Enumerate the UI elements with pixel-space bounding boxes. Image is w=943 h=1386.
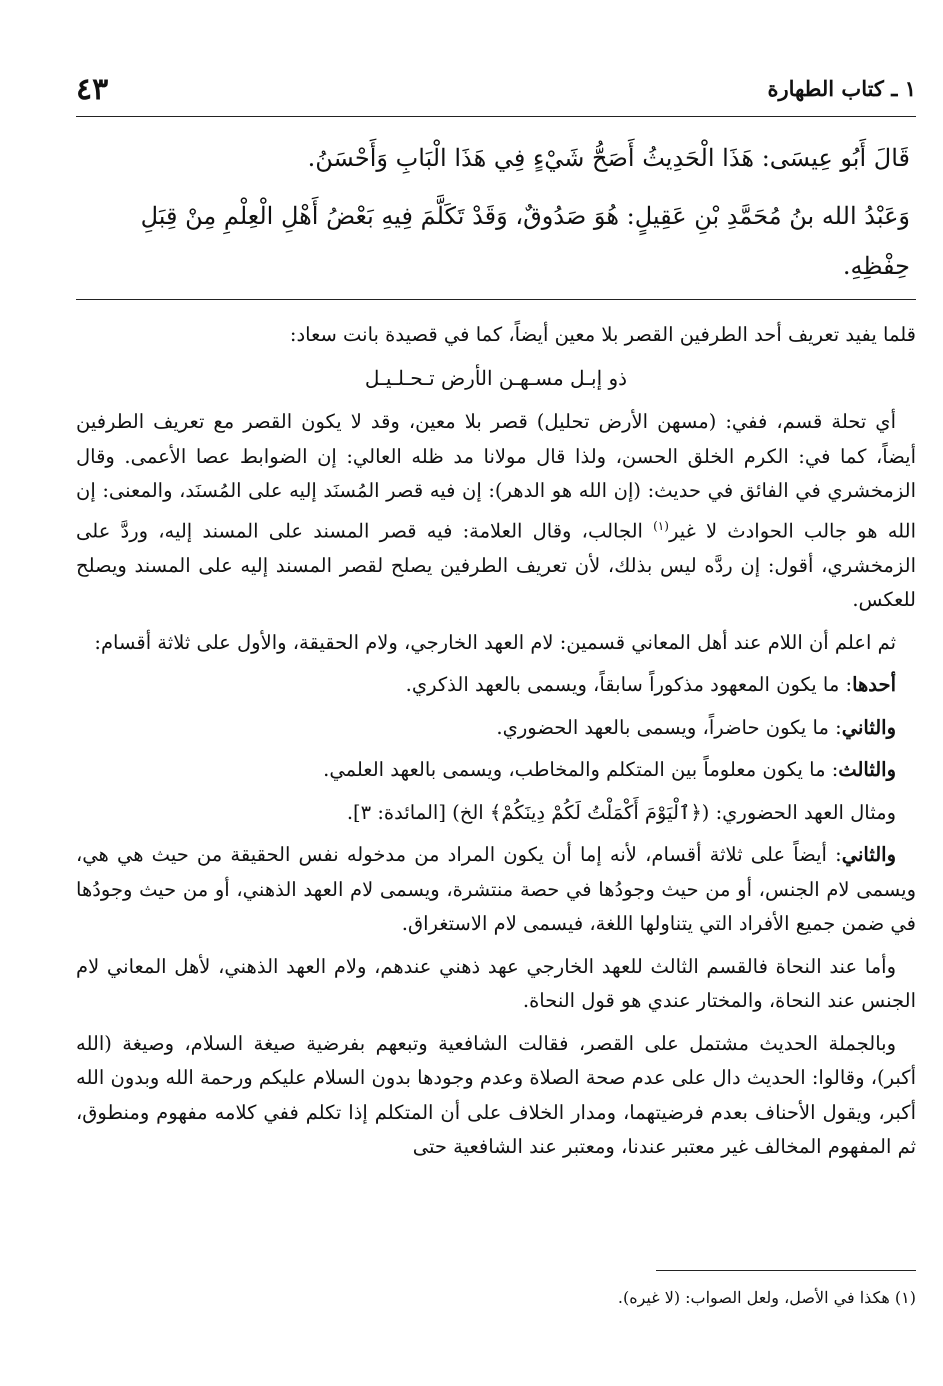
paragraph-text: الجالب، وقال العلامة: فيه قصر المسند على المسند إليه، وردَّ على الزمخشري، أقول: إن ردَّه ليس بذلك، لأن تعريف الطرفين يصلح لقصر المسند إليه على المسند ويصلح للعكس. — [76, 519, 916, 611]
footnote-separator — [656, 1270, 916, 1271]
list-item — [76, 753, 916, 788]
footnote: (١) هكذا في الأصل، ولعل الصواب: (لا غيره). — [617, 1288, 916, 1307]
hadith-line-2: وَعَبْدُ الله بنُ مُحَمَّدِ بْنِ عَقِيلٍ: هُوَ صَدُوقٌ، وَقَدْ تَكَلَّمَ فِيهِ بَعْضُ أَهْلِ الْعِلْمِ مِنْ قِبَلِ حِفْظِهِ. — [140, 202, 910, 280]
paragraph: قلما يفيد تعريف أحد الطرفين القصر بلا معين أيضاً، كما في قصيدة بانت سعاد: — [289, 323, 916, 346]
book-page — [76, 70, 916, 1307]
commentary-separator — [76, 299, 916, 300]
list-item — [76, 711, 916, 746]
paragraph-text: أي تحلة قسم، ففي: (مسهن الأرض تحليل) قصر بلا معين، وقد لا يكون القصر مع تعريف الطرفين أيضاً، كما في: الكرم الخلق الحسن، ولذا قال مولانا مد ظله العالي: إن الضوابط عصا الأعمى. وقال الزمخشري في الفائق في حديث: (إن الله هو الدهر): إن فيه قصر المُسنَد إليه على المُسنَد، والمعنى: إن الله هو جالب الحوادث لا غير — [76, 410, 916, 542]
paragraph — [76, 838, 916, 942]
paragraph: وأما عند النحاة فالقسم الثالث للعهد الخارجي عهد ذهني عندهم، ولام العهد الذهني، لأهل المعاني لام الجنس عند النحاة، والمختار عندي هو قول النحاة. — [76, 954, 916, 1012]
hadith-line-1: قَالَ أَبُو عِيسَى: هَذَا الْحَدِيثُ أَصَحُّ شَيْءٍ فِي هَذَا الْبَابِ وَأَحْسَنُ. — [307, 144, 910, 172]
item-term: والثالث — [838, 758, 896, 781]
poetry-verse: ذو إبـل مسـهـن الأرض تـحـلـيـل — [364, 365, 628, 390]
example-line: ومثال العهد الحضوري: (﴿ٱلْيَوْمَ أَكْمَلْتُ لَكُمْ دِينَكُمْ﴾ الخ) [المائدة: ٣]. — [346, 800, 896, 824]
paragraph-text: : أيضاً على ثلاثة أقسام، لأنه إما أن يكون المراد من مدخوله نفس الحقيقة من حيث هي هي، ويسمى لام الجنس، أو من حيث وجودُها في حصة منتشرة، ويسمى لام العهد الذهني، أو من حيث وجودُها في ضمن جميع الأفراد التي يتناولها اللغة، فيسمى لام الاستغراق. — [76, 843, 916, 935]
paragraph: ثم اعلم أن اللام عند أهل المعاني قسمين: لام العهد الخارجي، ولام الحقيقة، والأول على ثلاثة أقسام: — [94, 630, 896, 654]
item-term: والثاني — [841, 843, 896, 866]
item-term: والثاني — [841, 715, 896, 739]
chapter-title: ١ ـ كتاب الطهارة — [767, 76, 916, 101]
list-item — [76, 668, 916, 703]
hadith-text — [76, 133, 916, 291]
running-header — [76, 70, 916, 117]
item-text: : ما يكون حاضراً، ويسمى بالعهد الحضوري. — [496, 715, 842, 739]
page-number: ٤٣ — [76, 72, 109, 107]
item-text: : ما يكون المعهود مذكوراً سابقاً، ويسمى بالعهد الذكري. — [405, 673, 853, 696]
item-term: أحدها — [852, 673, 896, 696]
item-text: : ما يكون معلوماً بين المتكلم والمخاطب، ويسمى بالعهد العلمي. — [323, 758, 839, 781]
paragraph: وبالجملة الحديث مشتمل على القصر، فقالت الشافعية وتبعهم بفرضية صيغة السلام، وصيغة (الله أكبر)، وقالوا: الحديث دال على عدم صحة الصلاة وعدم وجودها بدون السلام عليكم ورحمة الله وبدون الله أكبر، ويقول الأحناف بعدم فرضيتهما، ومدار الخلاف على أن المتكلم إذا تكلم ففي كلامه مفهوم ومنطوق، ثم المفهوم المخالف غير معتبر عندنا، ومعتبر عند الشافعية حتى — [76, 1031, 916, 1158]
footnote-marker[interactable]: (١) — [653, 518, 669, 533]
commentary-body — [76, 318, 916, 1165]
paragraph — [76, 405, 916, 618]
